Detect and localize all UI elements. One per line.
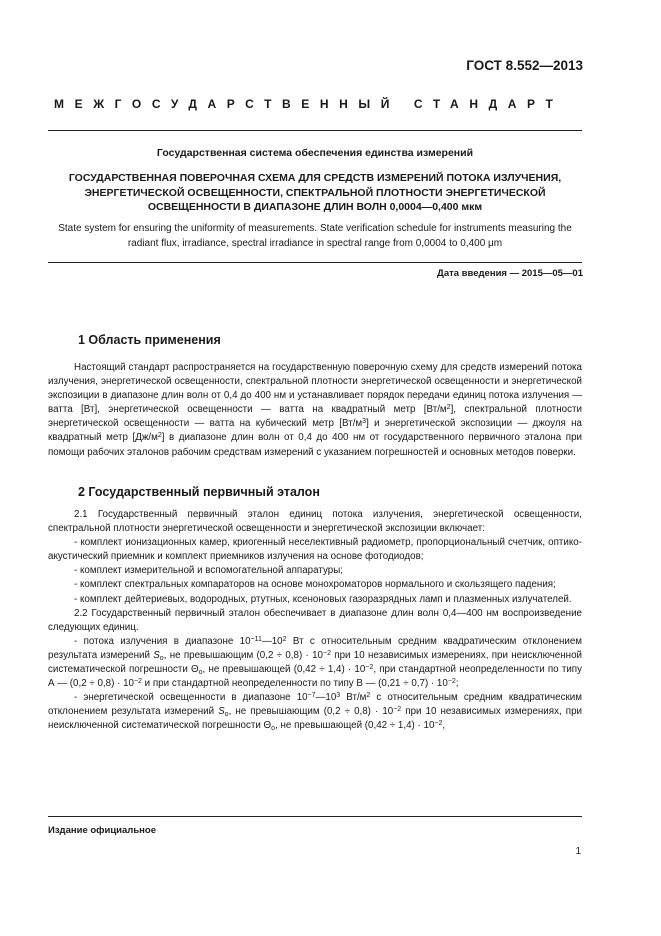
list-item: - комплект измерительной и вспомогательной аппаратуры;	[74, 565, 343, 577]
list-item: - энергетической освещенности в диапазоне $10^{-7}—10^3$ $Вт/м^2$ с относительным средним квадратическим отклонением результата измерений $S_o$, не превышающим $(0,2 \div 0,8) \cdot 10^{-2}$ при 10 независимых измерениях, при неисключенной систематической погрешности $\Theta_o$, не превышающей $(0,42 \div 1,4) \cdot 10^{-2}$,	[48, 692, 582, 733]
introduction-date: Дата введения — 2015—05—01	[437, 268, 583, 279]
list-item: - комплект ионизационных камер, криогенный неселективный радиометр, пропорциональный счетчик, оптико-акустический приемник и комплект приемников излучения на основе фотодиодов;	[48, 537, 582, 563]
page-number: 1	[575, 846, 581, 857]
english-title: State system for ensuring the uniformity of measurements. State verification schedule for instruments measuring the radiant flux, irradiance, spectral irradiance in spectral range from 0,0004 to 0,400 μm	[58, 223, 572, 249]
section-1-heading: 1 Область применения	[78, 333, 221, 347]
section-1-body	[48, 361, 582, 460]
footer-divider	[48, 816, 582, 817]
section-2-body	[48, 508, 582, 734]
item-2-2: 2.2 Государственный первичный эталон обеспечивает в диапазоне длин волн 0,4—400 нм воспроизведение следующих единиц.	[48, 607, 582, 633]
intro-divider	[48, 262, 582, 263]
system-title: Государственная система обеспечения единства измерений	[156, 147, 474, 159]
list-item: - комплект спектральных компараторов на основе монохроматоров нормального и скользящего падения;	[74, 579, 556, 591]
standard-banner: МЕЖГОСУДАРСТВЕННЫЙ СТАНДАРТ	[54, 97, 564, 111]
item-2-1: 2.1 Государственный первичный эталон единиц потока излучения, энергетической освещенности, спектральной плотности энергетической освещенности и энергетической экспозиции включает:	[48, 509, 582, 535]
section-2-heading: 2 Государственный первичный эталон	[78, 485, 320, 499]
main-title: ГОСУДАРСТВЕННАЯ ПОВЕРОЧНАЯ СХЕМА ДЛЯ СРЕДСТВ ИЗМЕРЕНИЙ ПОТОКА ИЗЛУЧЕНИЯ, ЭНЕРГЕТИЧЕСКОЙ ОСВЕЩЕННОСТИ, СПЕКТРАЛЬНОЙ ПЛОТНОСТИ ЭНЕРГЕТИЧЕСКОЙ ОСВЕЩЕННОСТИ В ДИАПАЗОНЕ ДЛИН ВОЛН 0,0004—0,400 мкм	[68, 172, 562, 213]
section-1-paragraph: Настоящий стандарт распространяется на государственную поверочную схему для средств измерений потока излучения, энергетической освещенности, спектральной плотности энергетической освещенности и энергетической экспозиции в диапазоне длин волн от 0,4 до 400 нм и устанавливает порядок передачи единиц потока излучения — ватта [Вт], энергетической освещенности — ватта на квадратный метр $[Вт/м^2]$, спектральной плотности энергетической освещенности — ватта на кубический метр $[Вт/м^3]$ и энергетической экспозиции — джоуля на квадратный метр $[Дж/м^2]$ в диапазоне длин волн от 0,4 до 400 нм от государственного первичного эталона при помощи рабочих эталонов рабочим средствам измерений с указанием погрешностей и основных методов поверки.	[48, 362, 583, 458]
document-number: ГОСТ 8.552—2013	[466, 58, 583, 73]
list-item: - комплект дейтериевых, водородных, ртутных, ксеноновых газоразрядных ламп и плазменных излучателей.	[74, 593, 572, 605]
list-item: - потока излучения в диапазоне $10^{-11}—10^2$ Вт с относительным средним квадратическим отклонением результата измерений $S_o$, не превышающим $(0,2 \div 0,8) \cdot 10^{-2}$ при 10 независимых измерениях, при неисключенной систематической погрешности $\Theta_o$, не превышающей $(0,42 \div 1,4) \cdot 10^{-2}$, при стандартной неопределенности по типу А — $(0,2 \div 0,8) \cdot 10^{-2}$ и при стандартной неопределенности по типу В — $(0,21 \div 0,7) \cdot 10^{-2}$;	[48, 635, 583, 690]
edition-note: Издание официальное	[48, 825, 156, 836]
title-divider	[48, 130, 582, 131]
